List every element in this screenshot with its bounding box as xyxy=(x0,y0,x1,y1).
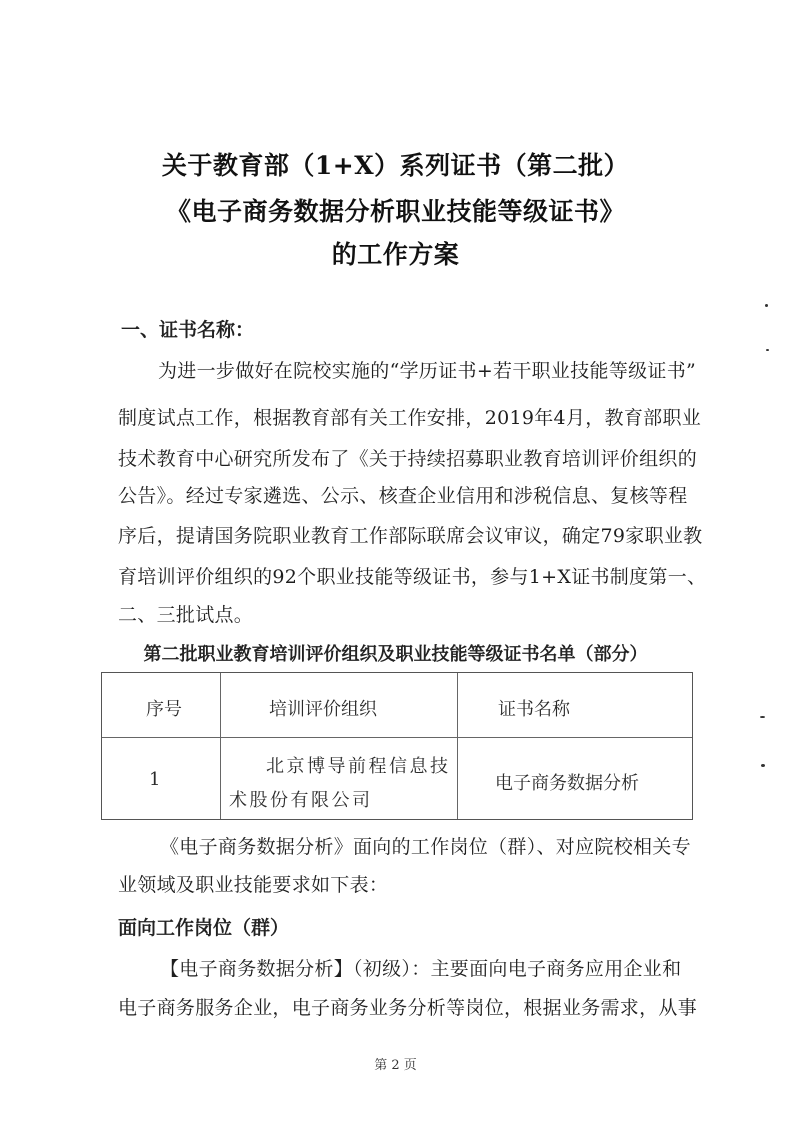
paragraph-line: 《电子商务数据分析》面向的工作岗位（群）、对应院校相关专 xyxy=(160,836,691,858)
certificate-table xyxy=(101,672,693,820)
table-cell-organization-line-2: 术股份有限公司 xyxy=(229,790,373,811)
paragraph-line: 公告》。经过专家遴选、公示、核查企业信用和涉税信息、复核等程 xyxy=(118,485,688,507)
paragraph-line: 二、三批试点。 xyxy=(118,604,254,626)
table-header-certificate: 证书名称 xyxy=(498,699,570,720)
paragraph-line: 业领域及职业技能要求如下表： xyxy=(118,874,389,896)
paragraph-line: 电子商务服务企业，电子商务业务分析等岗位，根据业务需求，从事 xyxy=(118,997,698,1019)
table-header-index: 序号 xyxy=(146,699,182,720)
scan-speck xyxy=(766,349,769,351)
paragraph-line: 【电子商务数据分析】（初级）：主要面向电子商务应用企业和 xyxy=(160,958,682,980)
section-heading-certificate-name: 一、证书名称： xyxy=(121,319,255,341)
paragraph-line: 育培训评价组织的92个职业技能等级证书，参与1+X证书制度第一、 xyxy=(118,566,707,588)
table-header-organization: 培训评价组织 xyxy=(269,699,377,720)
page-number: 第 2 页 xyxy=(374,1058,417,1073)
table-column-divider xyxy=(220,673,221,819)
paragraph-line: 序后，提请国务院职业教育工作部际联席会议审议，确定79家职业教 xyxy=(118,525,703,547)
table-row-divider xyxy=(102,737,692,738)
table-cell-certificate: 电子商务数据分析 xyxy=(495,773,639,794)
document-title-line-2: 《电子商务数据分析职业技能等级证书》 xyxy=(165,197,625,226)
scan-speck xyxy=(760,716,765,718)
document-title-line-3: 的工作方案 xyxy=(331,240,460,269)
table-caption: 第二批职业教育培训评价组织及职业技能等级证书名单（部分） xyxy=(143,644,648,665)
scan-speck xyxy=(761,764,765,767)
table-cell-index: 1 xyxy=(149,769,161,790)
section-heading-job-positions: 面向工作岗位（群） xyxy=(118,917,290,939)
document-title-line-1: 关于教育部（1+X）系列证书（第二批） xyxy=(161,151,630,180)
table-column-divider xyxy=(457,673,458,819)
paragraph-line: 为进一步做好在院校实施的“学历证书+若干职业技能等级证书” xyxy=(158,360,697,382)
paragraph-line: 制度试点工作，根据教育部有关工作安排，2019年4月，教育部职业 xyxy=(118,407,702,429)
table-cell-organization-line-1: 北京博导前程信息技 xyxy=(266,756,451,777)
paragraph-line: 技术教育中心研究所发布了《关于持续招募职业教育培训评价组织的 xyxy=(118,448,698,470)
scan-speck xyxy=(765,304,768,307)
